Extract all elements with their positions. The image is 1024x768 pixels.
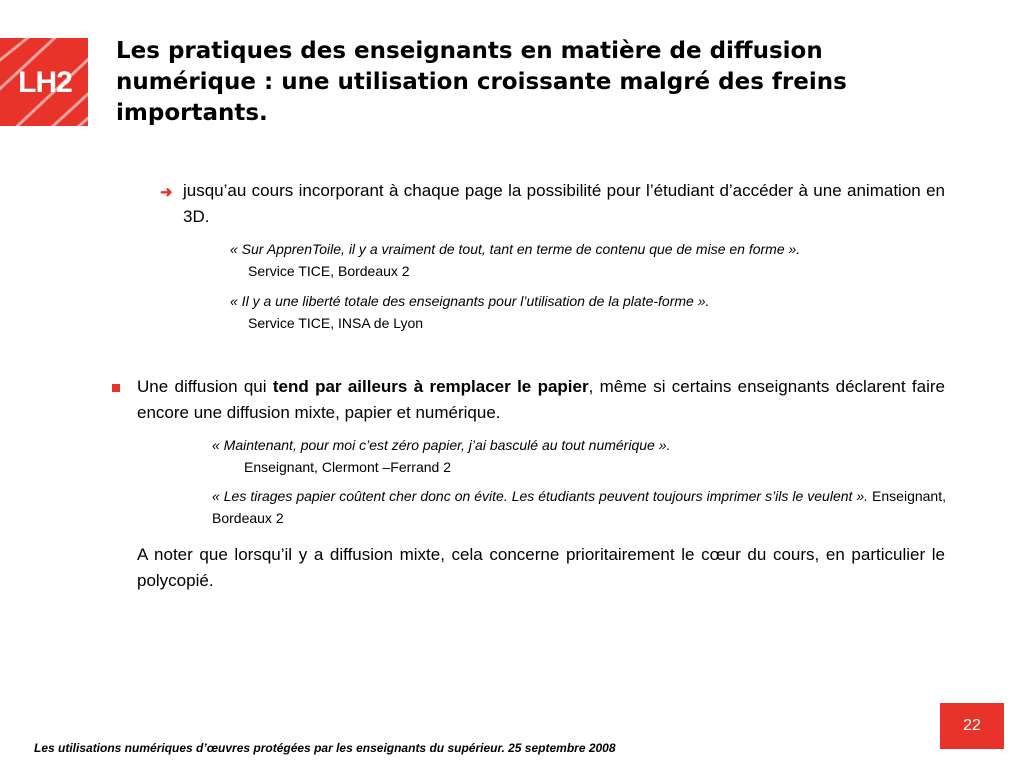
slide-title: Les pratiques des enseignants en matière de diffusion numérique : une utilisation croissante malgré des freins importants.: [116, 38, 847, 126]
logo-text: LH2: [18, 66, 72, 99]
main-bullet-text-before: Une diffusion qui: [137, 377, 273, 396]
sub-bullet-text: jusqu’au cours incorporant à chaque page la possibilité pour l’étudiant d’accéder à une animation en 3D.: [183, 181, 945, 226]
footer-text: Les utilisations numériques d’œuvres protégées par les enseignants du supérieur. 25 septembre 2008: [34, 741, 616, 755]
quote-source: Enseignant, Bordeaux 2: [212, 488, 946, 526]
square-bullet-icon: [112, 384, 120, 392]
main-bullet-text: [137, 374, 945, 426]
quote-source: Service TICE, Bordeaux 2: [248, 263, 410, 279]
quote-item: [212, 485, 946, 529]
page-number: 22: [963, 717, 981, 734]
quote-source: Service TICE, INSA de Lyon: [248, 315, 424, 331]
quote-item: [230, 238, 946, 282]
quote-text: « Maintenant, pour moi c’est zéro papier, j’ai basculé au tout numérique ».: [212, 437, 671, 453]
lh2-logo: [0, 38, 88, 126]
main-bullet-text-bold: tend par ailleurs à remplacer le papier: [272, 377, 589, 396]
quote-text: « Il y a une liberté totale des enseignants pour l’utilisation de la plate-forme ».: [230, 293, 710, 309]
quote-item: [230, 290, 946, 334]
main-bullet-text-after: , même si certains enseignants déclarent faire encore une diffusion mixte, papier et numérique.: [137, 377, 945, 422]
quote-item: [212, 434, 946, 478]
quote-text: « Sur ApprenToile, il y a vraiment de tout, tant en terme de contenu que de mise en forme ».: [230, 241, 801, 257]
note-paragraph: A noter que lorsqu’il y a diffusion mixte, cela concerne prioritairement le cœur du cours, en particulier le polycopié.: [137, 545, 945, 590]
page-number-badge: [940, 703, 1004, 749]
quote-text: « Les tirages papier coûtent cher donc on évite. Les étudiants peuvent toujours imprimer s’ils le veulent ».: [212, 488, 869, 504]
quote-source: Enseignant, Clermont –Ferrand 2: [244, 459, 451, 475]
arrow-bullet-icon: ➜: [160, 184, 173, 201]
